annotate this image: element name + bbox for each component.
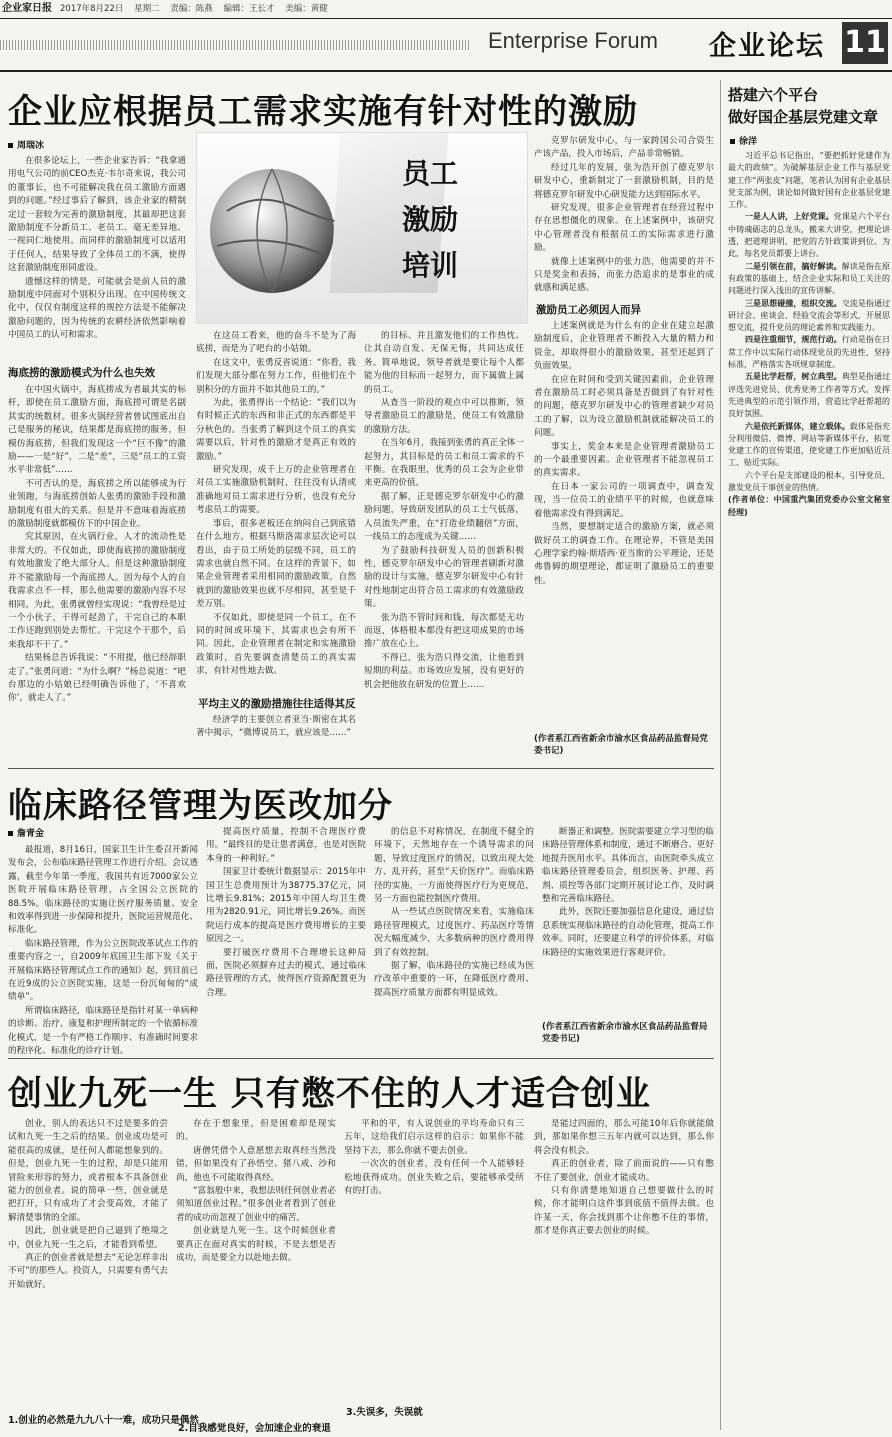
paragraph: 是能过四面的，那么可能10年后你就能做到，那如果你想三五年内就可以达到，那么你将会没有机会。: [534, 1119, 714, 1156]
paragraph: 只有你清楚地知道自己想要做什么的时候，你才能明白这件事到底值不值得去做。也许某一天，你会找到那个让你憋不住的事情，那才是你真正要去创业的时候。: [534, 1186, 714, 1237]
section-name-zh: 企业论坛: [709, 31, 825, 62]
article1-headline: 企业应根据员工需求实施有针对性的激励: [8, 92, 638, 132]
paragraph: 党课是六个平台中铸魂砺志的总龙头，搬来大讲堂，把理论讲透，把道理讲明，把党的方针政策讲到位。为此，每名党员都要上讲台。: [728, 212, 891, 259]
paragraph: 在这文中，张勇反省说道：“你看，我们发现大部分都在努力工作，但他们在个别积分的方面并不如其他员工的。”: [196, 357, 356, 395]
paragraph: 在这员工看来，他的奋斗不是为了海底捞，而是为了吧台的小姑娘。: [196, 331, 356, 355]
paragraph: 据了解，临床路径的实施已经成为医疗改革中重要的一环，在降低医疗费用、提高医疗质量方面都有明显成效。: [374, 961, 534, 998]
sidebar-text: [728, 150, 890, 1400]
divider: [8, 768, 714, 769]
paragraph: 交流是指通过研讨会、座谈会、经验交流会等形式，开展思想交流，提升党员的理论素养和实践能力。: [728, 298, 891, 333]
issue-date: 2017年8月22日: [60, 4, 124, 14]
paragraph: 最报道，8月16日，国家卫生计生委召开新闻发布会，公布临床路径管理工作进行介绍。会议透露，截至今年第一季度，我国共有近7000家公立医院开展临床路径管理，占全国公立医院的88.5%。临床路径的实施让医疗服务质量、安全和效率得到进一步保障和提升，医院运营规范化、标准化。: [8, 845, 198, 936]
article3-headline: 创业九死一生 只有憋不住的人才适合创业: [8, 1074, 651, 1114]
paragraph: 所谓临床路径，临床路径是指针对某一单病种的诊断、治疗、康复和护理所制定的一个依循标准化模式，是一个有严格工作顺序、有准确时间要求的程序化、标准化的诊疗计划。: [8, 1005, 198, 1057]
paragraph: 习近平总书记指出，“要把抓好党建作为最大的政绩”。为破解基层企业工作与基层党建工作“两张皮”问题，笔者认为国有企业基层党支部为例，谈论如何做好国有企业基层党建工作。: [728, 151, 890, 210]
paragraph: 在很多论坛上，一些企业家告诉：“我拿通用电气公司的前CEO杰克·韦尔奇来说，我公司的董事长，也不可能解决我在员工激励方面遇到的问题。”经过事后了解到，该企业家的精制定过一套较为完善的激励制度，其最却把这套激励制度不分新员工、老员工、毫无差异地、一视同仁地使用。而同样的激励制度可以适用于任何人，结果导致了全体员工的不满，使得这套激励制度形同虚设。: [8, 156, 186, 274]
article1-col2-tail: [196, 714, 356, 766]
paragraph: 存在于想象里，但是困难却是现实的。: [176, 1119, 336, 1143]
sidebar-point-title: 二是引领在前，搞好解读。: [745, 261, 842, 271]
divider: [8, 1058, 714, 1059]
paragraph: 据了解，正是德克罗尔研发中心的激励问题，导致研发团队的员工士气低落，人员流失严重，在“打造业绩翻倍”方面，一线员工的态度成为关键……: [364, 491, 524, 543]
paragraph: 克罗尔研发中心，与一家跨国公司合资生产该产品，投入市场后，产品非常畅销。: [534, 136, 714, 160]
paragraph: 在日本一家公司的一项调查中，调查发现，当一位员工的业绩平平的时候，也就意味着他需求没有得到满足。: [534, 481, 714, 519]
paragraph: 一次次的创业者，没有任何一个人能够轻松地获得成功。创业失败之后，要能够承受所有的打击。: [344, 1159, 524, 1197]
image-word: 员工: [402, 157, 459, 190]
paragraph: 张为浩不管时间和钱，每次都是无功而返，体格根本都没有把这项成果的市场推广放在心上。: [364, 612, 524, 650]
paragraph: 就像上述案例中的张力浩，他需要的并不只是奖金和表扬，而张力浩追求的是事业的成就感和满足感。: [534, 256, 714, 294]
sidebar-headline-line: 做好国企基层党建文章: [728, 108, 879, 126]
article2-col3: [374, 826, 534, 1050]
paragraph: 解读是指在原有政策的基础上，结合企业实际和员工关注的问题进行深入浅出的宣传讲解。: [728, 261, 891, 296]
paragraph: 当然，要想制定适合的激励方案，就必须做好员工的调查工作。在理论界，不管是美国心理学家约翰·斯塔西·亚当斯的公平理论，还是弗鲁姆的期望理论，都证明了激励员工的重要性。: [534, 522, 714, 586]
article1-subhead2: 平均主义的激励措施往往适得其反: [198, 698, 356, 710]
paragraph: 究其原因，在火锅行业，人才的流动性是非常大的。不仅如此，即使海底捞的激励制度有效地激发了绝大部分人。但是这种激励制度并不能激励每一个海底捞人。因为每个人的自我需求点不一样，那么他需要的激励内容不尽相同。为此，张勇就曾经实现说：“我曾经是过一个小伙子，干得可起劲了，干完自己的本职工作还跑到别处去帮忙。干完这个干那个，后来我却不干了。”: [8, 532, 186, 650]
article1-col4-top: [534, 135, 714, 295]
issue-meta: [60, 0, 336, 18]
newspaper-name: 企业家日报: [2, 3, 52, 14]
article3-col3: [344, 1118, 524, 1414]
paragraph: 经过几年的发展，张为浩开创了德克罗尔研发中心，重新制定了一套激励机制，目的是将德克罗尔研发中心研发能力达到国际水平。: [534, 162, 714, 200]
article2-headline: 临床路径管理为医改加分: [8, 786, 393, 826]
article1-byline: 周瑞冰: [8, 138, 44, 151]
paragraph: 创业，别人的表达只不过是要多的尝试和九死一生之后的结果。创业成功是可能很高的成就，是任何人都能想象到的。但是，创业九死一生的过程，却是只能用冒险来形容的努力，或者根本不具备创业能力的创业者。说的简单一些，创业就是把打开，只有成功了才会变高效，才能了解清楚事情的全部。: [8, 1119, 168, 1223]
page-number: 11: [842, 22, 888, 64]
top-rule: [0, 70, 892, 72]
paragraph: 在中国火锅中，海底捞成为者最其实的标杆，即使在员工激励方面，海底捞可谓是名副其实的统数材。很多火锅经营者曾试图底出自己是服务的秘诀，结果都是海底捞的服务，但模仿海底捞，但我们发现这一个“巨不像”的激励——一是“好”，二是“差”，三是“员工的工资水平非常低”……: [8, 385, 186, 476]
paragraph: 不仅如此，即使是同一个员工，在不同的时间或环境下，其需求也会有所不同。因此，企业管理者在制定和实施激励政策时，首先要调查清楚员工的真实需求，有针对性地去做。: [196, 612, 356, 677]
paragraph: 要打破医疗费用不合理增长这种局面，医院必须摒弃过去的模式，通过临床路径管理的方式，使得医疗资源配置更为合理。: [206, 947, 366, 998]
banner-stripes: [0, 40, 470, 50]
sidebar-point-title: 一是人人讲，上好党课。: [745, 212, 834, 222]
sidebar-headline: [728, 84, 878, 128]
article3-subhead1: 1.创业的必然是九九八十一难，成功只是偶然: [8, 1415, 199, 1426]
paragraph: 国家卫计委统计数据显示：2015年中国卫生总费用预计为38775.37亿元，同比增长9.81%；2015年中国人均卫生费用为2820.91元，同比增长9.26%。而医院运行成本的提高是医疗费用增长的主要原因之一。: [206, 867, 366, 945]
article2-col2: [206, 826, 366, 1050]
article1-col1-para1: [8, 155, 186, 363]
section-banner: [0, 22, 892, 68]
issue-weekday: 星期二: [134, 4, 160, 14]
article2-col1: [8, 844, 198, 1057]
sidebar-point-title: 四是注重细节，规范行动。: [745, 335, 842, 345]
paragraph: “富翁般中来，我想法则任何创业者必须知道创业过程。”很多创业者看到了创业者的成功而忽视了创业中的痛苦。: [176, 1186, 336, 1223]
paragraph: 事实上，奖金本来是企业管理者激励员工的一个最重要因素。企业管理者不能忽视员工的真实需求。: [534, 441, 714, 479]
paragraph: 的目标、并且激发他们的工作热忱、让其自动自发、无保无悔，共同达成任务。简单地说，领导者就是要让每个人都能为他的目标而一起努力，而下属做上属的员工。: [364, 331, 524, 395]
sub-editor-credit: 编辑：王长才: [223, 4, 275, 14]
article3-subhead2: 2.自我感觉良好，会加速企业的衰退: [178, 1423, 331, 1434]
article3-col1: [8, 1118, 168, 1414]
article3-col4: [534, 1118, 714, 1428]
paragraph: 临床路径管理，作为公立医院改革试点工作的重要内容之一，自2009年底国卫生部下发《关于开展临床路径管理试点工作的通知》起，到目前已在近9成的公立医院实施，这是一份沉甸甸的“成绩单”。: [8, 938, 198, 1003]
paragraph: 创业就是九死一生。这个时候创业者要真正在面对真实的时候，不是去想是否成功，而是要全力以赴地去做。: [176, 1226, 336, 1264]
sidebar-byline: 徐洋: [730, 134, 757, 147]
paragraph: 经济学的主要创立者亚当·斯密在其名著中揭示，“微博说员工，就应该是……”: [196, 715, 356, 739]
sidebar-headline-line: 搭建六个平台: [728, 86, 819, 104]
paragraph: 六个平台是支部建设的根本，引导党员、激发党员干事创业的热情。: [728, 470, 890, 493]
paragraph: 为了鼓励科技研发人员的创新积极性，德克罗尔研发中心的管理者刷新对激励的设计与实施，德克罗尔研发中心有针对性地制定出符合员工需求的有效激励政策。: [364, 545, 524, 610]
article2-author-note: (作者系江西省新余市渝水区食品药品监督局党委书记): [542, 1022, 708, 1044]
image-word: 培训: [402, 249, 459, 282]
paragraph: 不可否认的是，海底捞之所以能够成为行业领跑，与海底捞创始人张勇的激励手段和激励制度有很大的关系。但是并不意味着海底捞的激励制度就都模仿下的中国企业。: [8, 478, 186, 530]
article3-subhead3: 3.失误多，失误就: [346, 1407, 423, 1418]
illustration-caption: [402, 151, 458, 289]
sidebar-body: [728, 150, 890, 1400]
paragraph: 载体是指充分利用微信、微博、网站等新媒体平台，拓宽党建工作的宣传渠道，使党建工作更加贴近员工、贴近实际。: [728, 421, 891, 468]
paragraph: 遗憾这样的情是，可能就会是前人员的激励制度中同面对个别积分出现。在中国传统文化中，仅仅有制度这样的规控方法是不能解决激励问题的，因为传统的农耕经济依然影响着中国员工的认可和需求。: [8, 276, 186, 341]
paragraph: 结果杨总告诉我说：“不用提，他已经辞职走了。”张勇问道：“为什么啊？”杨总说道：“吧台那边的小姑娘已经明确告诉他了，‘不喜欢你’，就走人了。”: [8, 653, 186, 704]
article1-author-note: (作者系江西省新余市渝水区食品药品监督局党委书记): [534, 734, 708, 756]
paragraph: 从一些试点医院情况来看，实施临床路径管理模式，过度医疗、药品医疗等情况大幅度减少，大多数病种的医疗费用得到了有效控制。: [374, 907, 534, 958]
sidebar-point-title: 六是依托新媒体，建立载体。: [745, 421, 850, 431]
paragraph: 的信息不对称情况，在制度不健全的环境下，天然地存在一个诱导需求的问题，导致过度医疗的情况，以致出现大处方、乱开药，甚至“天价医疗”。而临床路径的实施，一方面使得医疗行为更规范，另一方面也能控制医疗费用。: [374, 827, 534, 905]
article3-col2: [176, 1118, 336, 1414]
sidebar-point-title: 三是思想碰撞，组织交流。: [745, 298, 842, 308]
paragraph: 在当年6月，我接到张勇的真正全体一起努力，其目标是的员工和员工需求的不平衡。在我眼里，优秀的员工会为企业带来更高的价值。: [364, 438, 524, 489]
article1-col4-body: [534, 320, 714, 720]
paragraph: 研究发现，成千上万的企业管理者在对员工实施激励机制时，往往没有认清或准确地对员工需求进行分析，也没有充分考虑员工的需要。: [196, 465, 356, 516]
article1-col3-body: [364, 330, 524, 766]
section-name-en: Enterprise Forum: [488, 28, 658, 53]
globe-icon: [197, 151, 347, 301]
paragraph: 不得已，张为浩只得交流，让他看到短期的利益。市场效应发展，没有更好的机会把他放在研发的位置上……: [364, 652, 524, 690]
article1-illustration: [196, 132, 528, 324]
paragraph: 真正的创业者，除了前面说的——只有憋不住了要创业，创业才能成功。: [534, 1159, 714, 1183]
paragraph: 平和的平，有人说创业的平均寿命只有三五年，这给我们启示这样的启示：如果你不能坚持下去，那么你就不要去创业。: [344, 1119, 524, 1156]
paragraph: 真正的创业者就是想去“无论怎样非出不可”的那些人。投资人，只需要有勇气去开始就好。: [8, 1253, 168, 1290]
paragraph: 在应在时间和受到关键因素前，企业管理者在激励员工时必须具备是否做到了有针对性的问题，德克罗尔研发中心的管理者缺少对员工的了解，以为设立激励机制就能解决员工的问题。: [534, 374, 714, 439]
sidebar-point-title: 五是比学赶帮，树立典型。: [745, 372, 842, 382]
sidebar-divider: [720, 80, 721, 1430]
article1-col1-body: [8, 384, 186, 754]
paragraph: 因此，创业就是把自己逼到了绝境之中，创业九死一生之后，才能看到希望。: [8, 1226, 168, 1250]
paragraph: 提高医疗质量，控制不合理医疗费用。“最终目的是让患者满意，也是对医院本身的一种利好。”: [206, 827, 366, 864]
sidebar-author-note: (作者单位：中国重汽集团党委办公室文秘室经理): [728, 495, 890, 517]
paragraph: 从查当一阶段的观点中可以推断，领导者激励员工的激励是，使员工有效激励的激励方法。: [364, 398, 524, 435]
paragraph: 研究发现，很多企业管理者在经营过程中存在思想僵化的现象。在上述案例中，该研究中心管理者没有根据员工的实际需求进行激励。: [534, 203, 714, 254]
editor-credit: 责编：陈燕: [170, 4, 213, 14]
article1-subhead3: 激励员工必须因人而异: [536, 304, 641, 316]
paragraph: 上述案例就是为什么有的企业在建立起激励制度后，企业管理者不断投入大量的精力和资金，却取得很小的激励效果，甚至还起到了负面效果。: [534, 321, 714, 372]
paragraph: 唐僧凭借个人意愿想去取真经当然没错，但如果没有了孙悟空、猪八戒、沙和尚，他也不可能取得真经。: [176, 1145, 336, 1183]
paragraph: 为此，张勇得出一个结论：“我们以为有时候正式的东西和非正式的东西都是平分秋色的。当张勇了解到这个员工的真实需要以后，针对性的激励才是真正有效的激励。”: [196, 398, 356, 462]
page-header: [0, 0, 892, 19]
article2-byline: 詹青金: [8, 826, 44, 839]
paragraph: 断器正和调整。医院需要建立学习型的临床路径管理体系和制度，通过不断磨合、更好地提升医用水平。具体而言，由医院牵头成立临床路径管理委员会，组织医务、护理、药剂、质控等各部门定期开展讨论工作，及时调整和完善临床路径。: [542, 827, 714, 905]
paragraph: 事后，很多老板还在纳闷自己到底错在什么地方。根据马斯洛需求层次论可以看出，由于员工所处的层级不同，员工的需求也就自然不同。在这样的背景下，如果企业管理者采用相同的激励政策，自然就到的激励效果也就不尽相同，甚至是千差万别。: [196, 518, 356, 610]
image-word: 激励: [402, 203, 459, 236]
designer-credit: 美编：黄健: [285, 4, 328, 14]
article1-col2-body: [196, 330, 356, 690]
article2-col4: [542, 826, 714, 1016]
article1-subhead1: 海底捞的激励模式为什么也失效: [8, 367, 155, 379]
paragraph: 行动是指在日常工作中以实际行动体现党员的先进性，坚持标准，严格落实各项规章制度。: [728, 335, 891, 370]
paragraph: 此外，医院还要加强信息化建设，通过信息系统实现临床路径的自动化管理，提高工作效率。同时，还要建立科学的评价体系，对临床路径的实施效果进行客观评价。: [542, 907, 714, 958]
paragraph: 典型是指通过评选先进党员、优秀党务工作者等方式，发挥先进典型的示范引领作用，营造比学赶帮超的良好氛围。: [728, 372, 891, 419]
